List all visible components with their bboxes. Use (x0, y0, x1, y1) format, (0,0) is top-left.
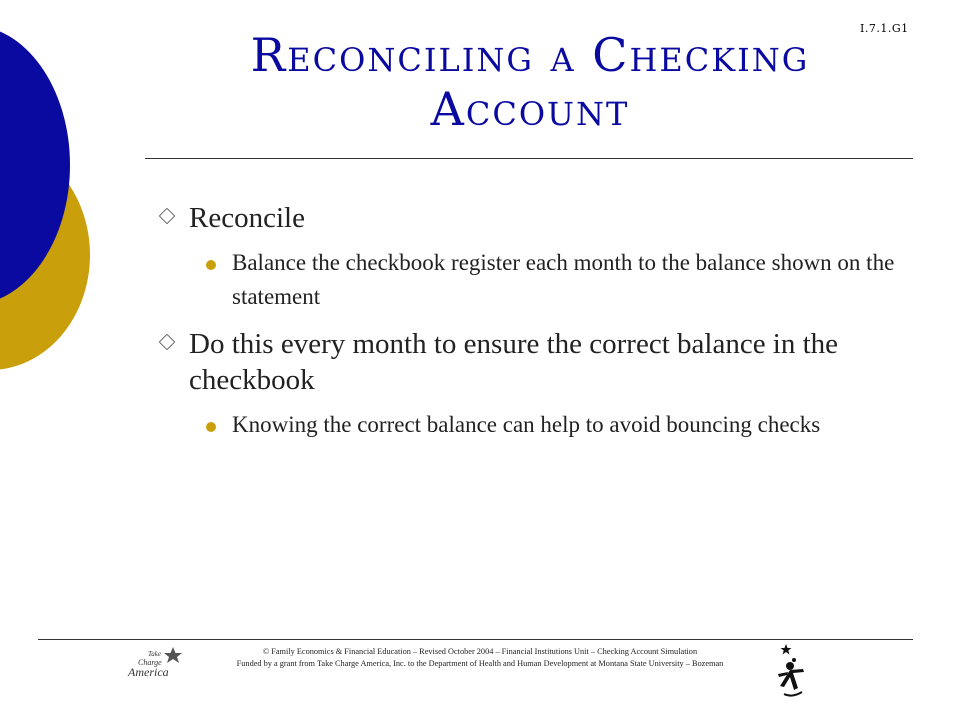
footer-divider (38, 639, 913, 640)
title-divider (145, 158, 913, 159)
bullet-level2 (155, 246, 915, 314)
sub-bullet-text: Knowing the correct balance can help to avoid bouncing checks (232, 412, 821, 437)
dot-bullet-icon (206, 260, 216, 270)
bullet-level1 (155, 326, 915, 398)
dot-bullet-icon (206, 422, 216, 432)
logo-america-text: America (128, 665, 169, 679)
slide-code: I.7.1.G1 (860, 22, 909, 35)
footer-line-1: © Family Economics & Financial Education – Revised October 2004 – Financial Institutions Unit – Checking Account Simulation (262, 647, 698, 656)
logo-take-text: Take (148, 650, 161, 658)
bullet-level2 (155, 408, 915, 442)
bullet-level1 (155, 200, 915, 236)
slide-title: Reconciling a Checking Account (250, 28, 810, 136)
star-figure-logo (770, 642, 812, 700)
take-charge-america-logo (126, 645, 188, 679)
footer-text (190, 646, 770, 670)
sub-bullet-text: Balance the checkbook register each month to the balance shown on the statement (232, 250, 895, 309)
diamond-bullet-icon (159, 334, 175, 350)
footer-line-2: Funded by a grant from Take Charge America, Inc. to the Department of Health and Human Development at Montana State University – Bozeman (236, 659, 724, 668)
slide-body (155, 200, 915, 454)
bullet-text: Do this every month to ensure the correct balance in the checkbook (189, 328, 839, 396)
bullet-text: Reconcile (189, 202, 305, 234)
logo-charge-text: Charge (138, 658, 162, 667)
diamond-bullet-icon (159, 208, 175, 224)
